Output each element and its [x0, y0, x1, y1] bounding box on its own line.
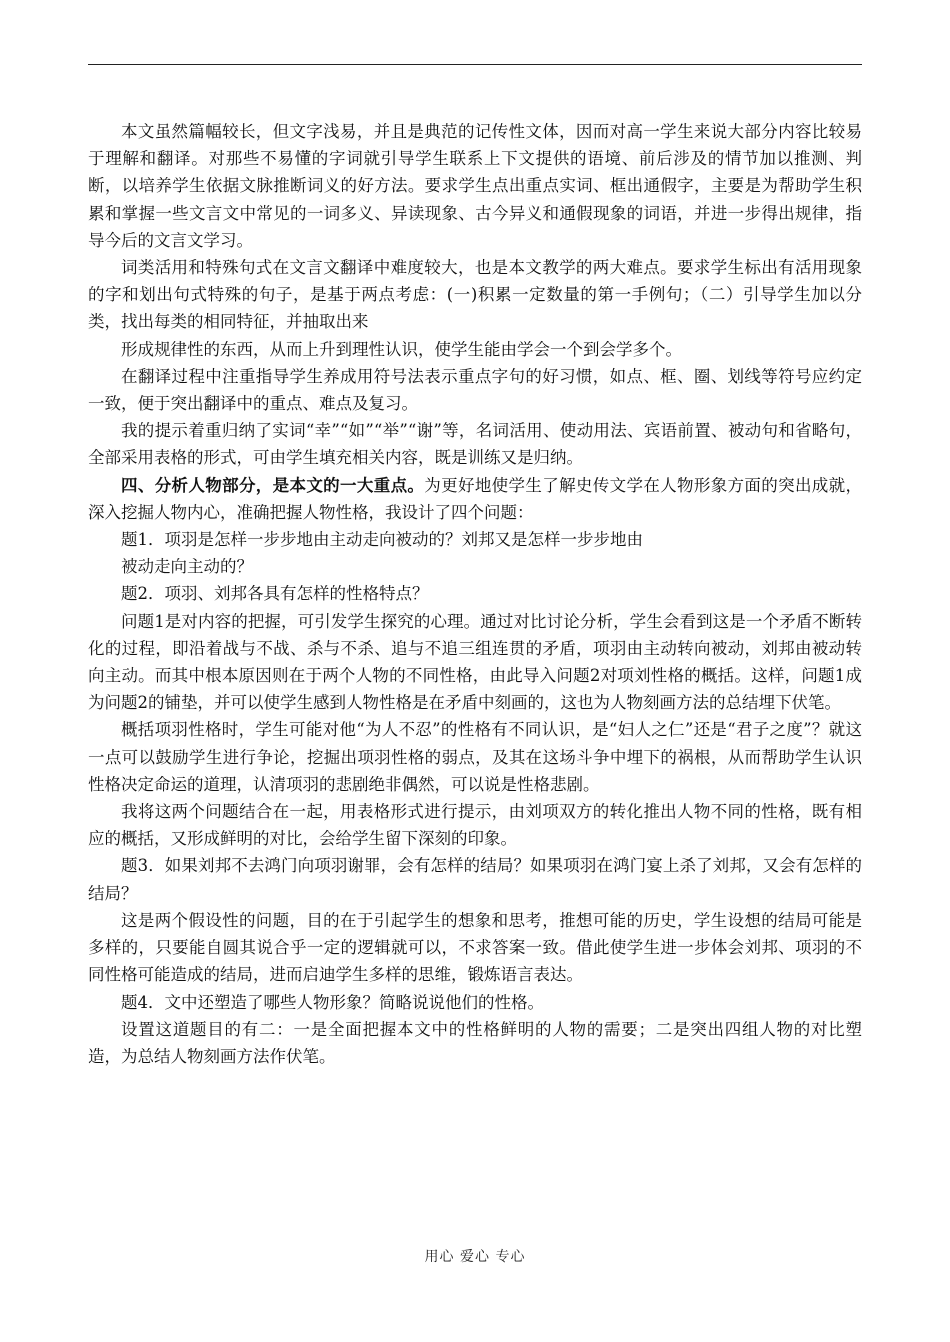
question-3: 题3．如果刘邦不去鸿门向项羽谢罪，会有怎样的结局？如果项羽在鸿门宴上杀了刘邦，又会有怎样的结局？	[88, 856, 862, 903]
page-footer: 用心 爱心 专心	[424, 1249, 526, 1265]
paragraph: 在翻译过程中注重指导学生养成用符号法表示重点字句的好习惯，如点、框、圈、划线等符号应约定一致，便于突出翻译中的重点、难点及复习。	[88, 366, 862, 414]
section-text: 为更好地使学生了解史传文学在人物形象方面的突出成就，深入挖掘人物内心，准确把握人物性格，我设计了四个问题：	[88, 475, 863, 522]
question-4: 题4．文中还塑造了哪些人物形象？简略说说他们的性格。	[121, 992, 544, 1012]
paragraph: 词类活用和特殊句式在文言文翻译中难度较大，也是本文教学的两大难点。要求学生标出有活用现象的字和划出句式特殊的句子，是基于两点考虑：(一)积累一定数量的第一手例句；（二）引导学生加以分类，找出每类的相同特征，并抽取出来	[88, 258, 862, 332]
document-body	[88, 118, 862, 1070]
question-1: 题1．项羽是怎样一步步地由主动走向被动的？刘邦又是怎样一步步地由	[121, 530, 643, 550]
question-2: 题2．项羽、刘邦各具有怎样的性格特点？	[121, 584, 429, 604]
paragraph: 我的提示着重归纳了实词“幸”“如”“举”“谢”等，名词活用、使动用法、宾语前置、被动句和省略句，全部采用表格的形式，可由学生填充相关内容，既是训练又是归纳。	[88, 421, 862, 468]
section-heading: 四、分析人物部分，是本文的一大重点。	[121, 475, 425, 495]
section-paragraph	[88, 472, 862, 526]
header-rule	[88, 64, 862, 65]
paragraph: 问题1是对内容的把握，可引发学生探究的心理。通过对比讨论分析，学生会看到这是一个矛盾不断转化的过程，即沿着战与不战、杀与不杀、追与不追三组连贯的矛盾，项羽由主动转向被动，刘邦由被动转向主动。而其中根本原因则在于两个人物的不同性格，由此导入问题2对项刘性格的概括。这样，问题1成为问题2的铺垫，并可以使学生感到人物性格是在矛盾中刻画的，这也为人物刻画方法的总结埋下伏笔。	[88, 611, 862, 713]
paragraph: 这是两个假设性的问题，目的在于引起学生的想象和思考，推想可能的历史，学生设想的结局可能是多样的，只要能自圆其说合乎一定的逻辑就可以，不求答案一致。借此使学生进一步体会刘邦、项羽的不同性格可能造成的结局，进而启迪学生多样的思维，锻炼语言表达。	[88, 910, 862, 985]
paragraph: 概括项羽性格时，学生可能对他“为人不忍”的性格有不同认识，是“妇人之仁”还是“君子之度”？就这一点可以鼓励学生进行争论，挖掘出项羽性格的弱点，及其在这场斗争中埋下的祸根，从而帮助学生认识性格决定命运的道理，认清项羽的悲剧绝非偶然，可以说是性格悲剧。	[88, 720, 862, 794]
paragraph: 本文虽然篇幅较长，但文字浅易，并且是典范的记传性文体，因而对高一学生来说大部分内容比较易于理解和翻译。对那些不易懂的字词就引导学生联系上下文提供的语境、前后涉及的情节加以推测、判断，以培养学生依据文脉推断词义的好方法。要求学生点出重点实词、框出通假字，主要是为帮助学生积累和掌握一些文言文中常见的一词多义、异读现象、古今异义和通假现象的词语，并进一步得出规律，指导今后的文言文学习。	[88, 122, 862, 250]
question-1-cont: 被动走向主动的？	[121, 557, 253, 577]
paragraph: 形成规律性的东西，从而上升到理性认识，使学生能由学会一个到会学多个。	[121, 339, 682, 359]
paragraph: 设置这道题目的有二：一是全面把握本文中的性格鲜明的人物的需要；二是突出四组人物的对比塑造，为总结人物刻画方法作伏笔。	[88, 1019, 862, 1066]
paragraph: 我将这两个问题结合在一起，用表格形式进行提示，由刘项双方的转化推出人物不同的性格，既有相应的概括，又形成鲜明的对比，会给学生留下深刻的印象。	[88, 802, 862, 849]
